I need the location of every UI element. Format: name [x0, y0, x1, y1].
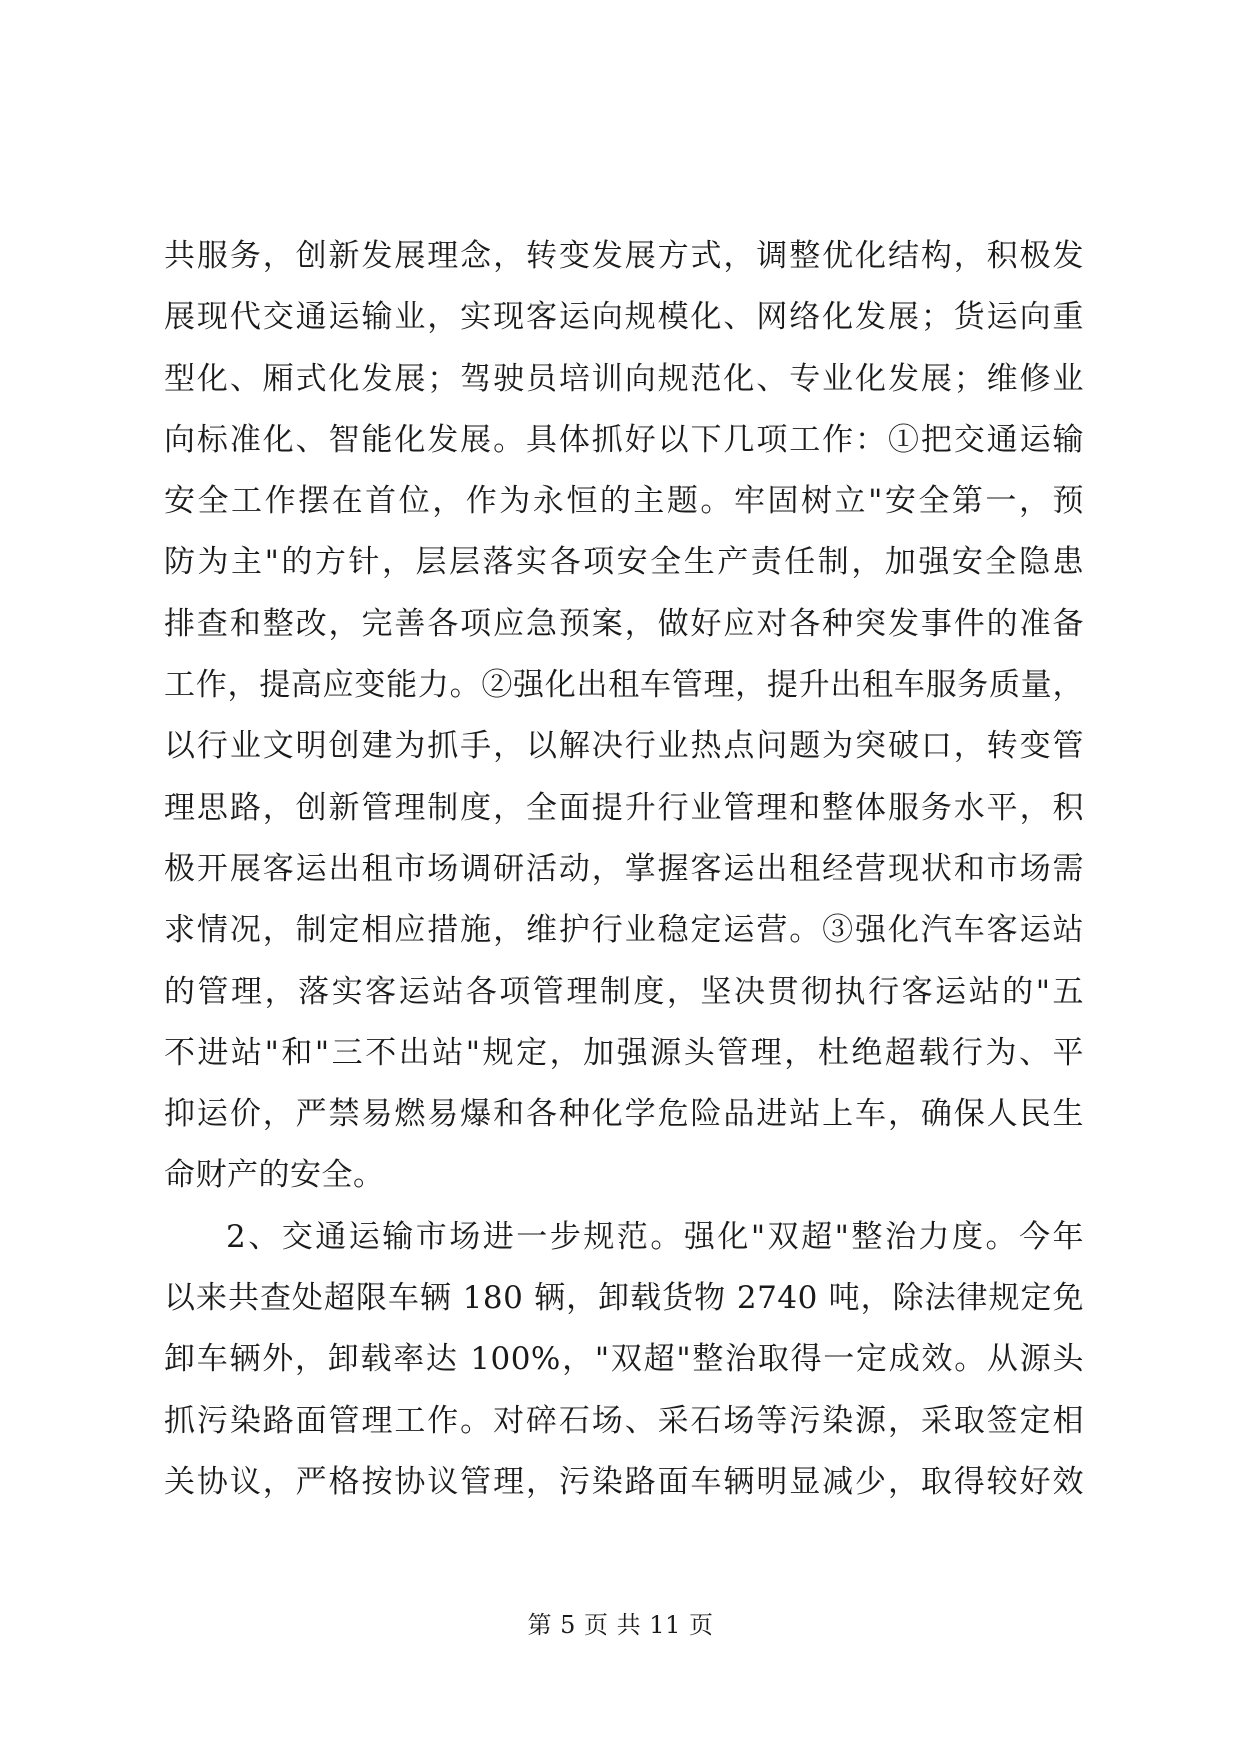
text-line: 卸车辆外，卸载率达 100%，"双超"整治取得一定成效。从源头 — [164, 1341, 1084, 1378]
text-line: 以行业文明创建为抓手，以解决行业热点问题为突破口，转变管 — [164, 728, 1084, 765]
text-line: 求情况，制定相应措施，维护行业稳定运营。③强化汽车客运站 — [164, 912, 1084, 949]
text-line: 展现代交通运输业，实现客运向规模化、网络化发展；货运向重 — [164, 299, 1084, 336]
paragraph-continuation — [164, 226, 1084, 1207]
text-line: 2、交通运输市场进一步规范。强化"双超"整治力度。今年 — [226, 1218, 1084, 1255]
text-line: 工作，提高应变能力。②强化出租车管理，提升出租车服务质量， — [164, 667, 1084, 704]
text-line: 关协议，严格按协议管理，污染路面车辆明显减少，取得较好效 — [164, 1463, 1084, 1500]
text-line: 排查和整改，完善各项应急预案，做好应对各种突发事件的准备 — [164, 605, 1084, 642]
text-line: 型化、厢式化发展；驾驶员培训向规范化、专业化发展；维修业 — [164, 360, 1084, 397]
paragraph-2 — [164, 1207, 1084, 1513]
text-line: 不进站"和"三不出站"规定，加强源头管理，杜绝超载行为、平 — [164, 1034, 1084, 1071]
text-line: 防为主"的方针，层层落实各项安全生产责任制，加强安全隐患 — [164, 544, 1084, 581]
text-line: 理思路，创新管理制度，全面提升行业管理和整体服务水平，积 — [164, 789, 1084, 826]
text-line: 抑运价，严禁易燃易爆和各种化学危险品进站上车，确保人民生 — [164, 1096, 1084, 1133]
body-text — [164, 226, 1084, 1513]
text-line: 共服务，创新发展理念，转变发展方式，调整优化结构，积极发 — [164, 238, 1084, 274]
page-number-footer: 第 5 页 共 11 页 — [527, 1611, 714, 1639]
text-line: 以来共查处超限车辆 180 辆，卸载货物 2740 吨，除法律规定免 — [164, 1280, 1084, 1317]
text-line: 极开展客运出租市场调研活动，掌握客运出租经营现状和市场需 — [164, 850, 1084, 887]
text-line: 向标准化、智能化发展。具体抓好以下几项工作：①把交通运输 — [164, 421, 1084, 458]
text-line: 安全工作摆在首位，作为永恒的主题。牢固树立"安全第一，预 — [164, 483, 1084, 520]
text-line: 抓污染路面管理工作。对碎石场、采石场等污染源，采取签定相 — [164, 1402, 1084, 1439]
text-line: 命财产的安全。 — [164, 1157, 385, 1194]
text-line: 的管理，落实客运站各项管理制度，坚决贯彻执行客运站的"五 — [164, 973, 1084, 1010]
